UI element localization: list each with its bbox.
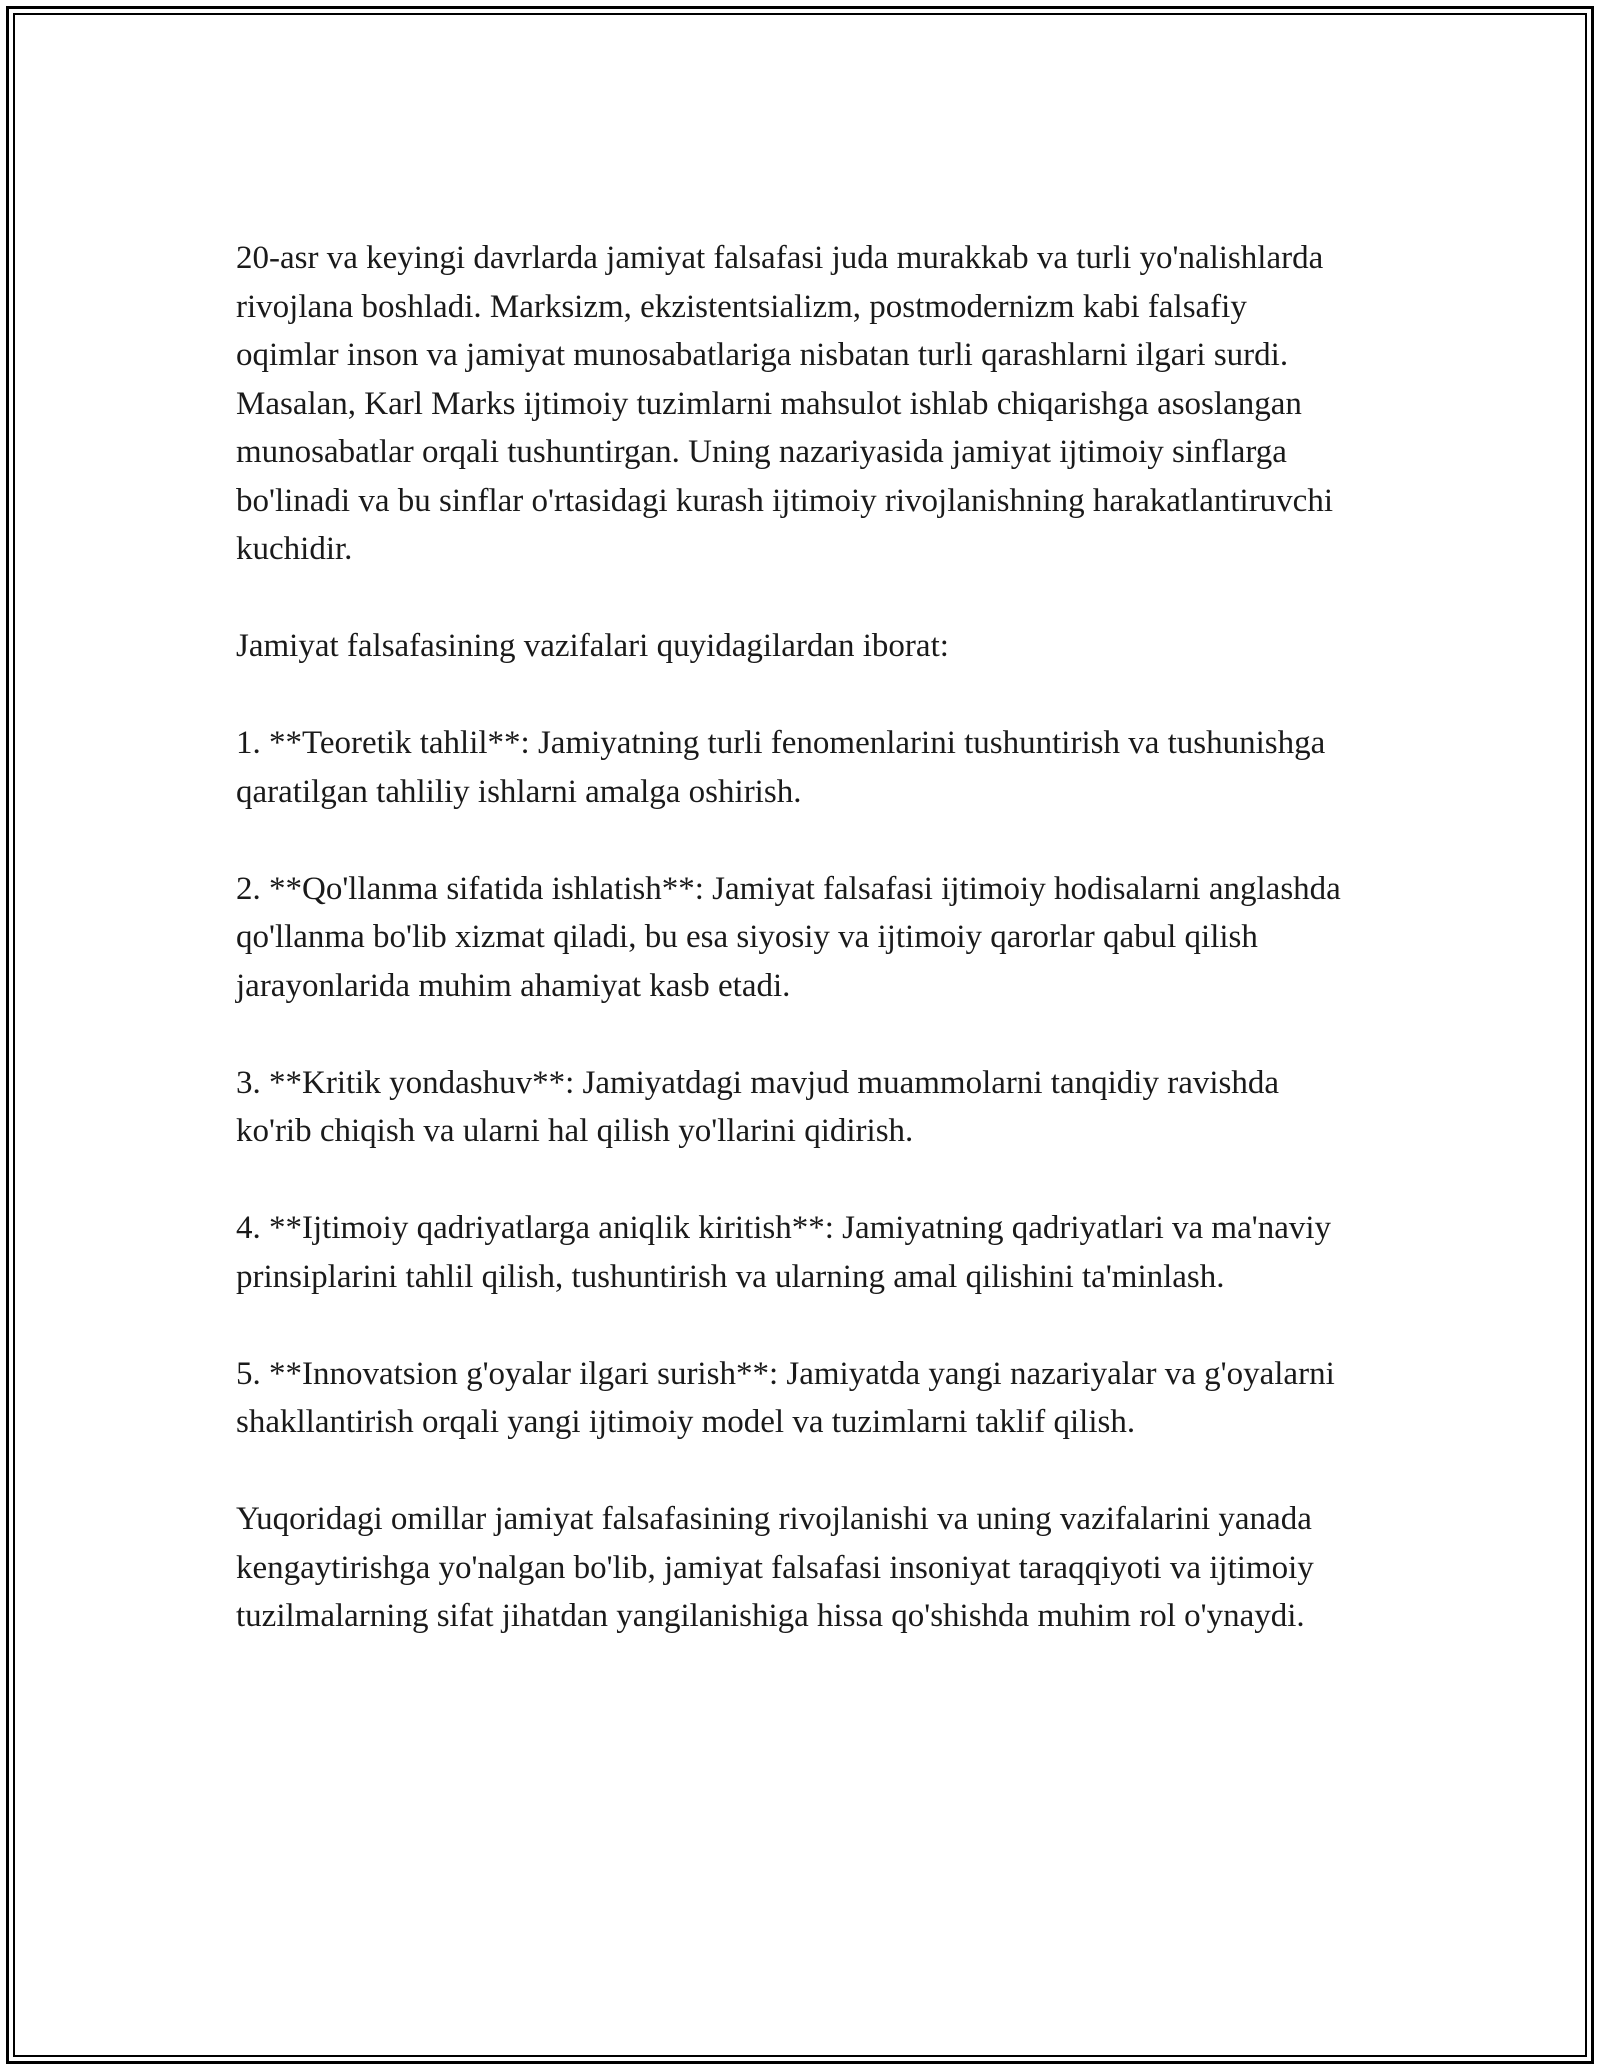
list-item-4: 4. **Ijtimoiy qadriyatlarga aniqlik kiritish**: Jamiyatning qadriyatlari va ma'naviy prinsiplarini tahlil qilish, tushuntirish va ularning amal qilishini ta'minlash. [236, 1210, 1332, 1295]
document-body [236, 234, 1356, 1641]
list-item-3: 3. **Kritik yondashuv**: Jamiyatdagi mavjud muammolarni tanqidiy ravishda ko'rib chiqish va ularni hal qilish yo'llarini qidirish. [236, 1064, 1279, 1149]
list-item-2: 2. **Qo'llanma sifatida ishlatish**: Jamiyat falsafasi ijtimoiy hodisalarni anglashda qo'llanma bo'lib xizmat qiladi, bu esa siyosiy va ijtimoiy qarorlar qabul qilish jarayonlarida muhim ahamiyat kasb etadi. [236, 870, 1341, 1004]
list-item-1: 1. **Teoretik tahlil**: Jamiyatning turli fenomenlarini tushuntirish va tushunishga qaratilgan tahliliy ishlarni amalga oshirish. [236, 725, 1326, 810]
list-item-5: 5. **Innovatsion g'oyalar ilgari surish**: Jamiyatda yangi nazariyalar va g'oyalarni shakllantirish orqali yangi ijtimoiy model va tuzimlarni taklif qilish. [236, 1355, 1335, 1440]
paragraph-tasks-heading: Jamiyat falsafasining vazifalari quyidagilardan iborat: [236, 628, 949, 664]
paragraph-intro: 20-asr va keyingi davrlarda jamiyat falsafasi juda murakkab va turli yo'nalishlarda rivojlana boshladi. Marksizm, ekzistentsializm, postmodernizm kabi falsafiy oqimlar inson va jamiyat munosabatlariga nisbatan turli qarashlarni ilgari surdi. Masalan, Karl Marks ijtimoiy tuzimlarni mahsulot ishlab chiqarishga asoslangan munosabatlar orqali tushuntirgan. Uning nazariyasida jamiyat ijtimoiy sinflarga bo'linadi va bu sinflar o'rtasidagi kurash ijtimoiy rivojlanishning harakatlantiruvchi kuchidir. [236, 240, 1333, 567]
paragraph-conclusion: Yuqoridagi omillar jamiyat falsafasining rivojlanishi va uning vazifalarini yanada kengaytirishga yo'nalgan bo'lib, jamiyat falsafasi insoniyat taraqqiyoti va ijtimoiy tuzilmalarning sifat jihatdan yangilanishiga hissa qo'shishda muhim rol o'ynaydi. [236, 1501, 1314, 1634]
